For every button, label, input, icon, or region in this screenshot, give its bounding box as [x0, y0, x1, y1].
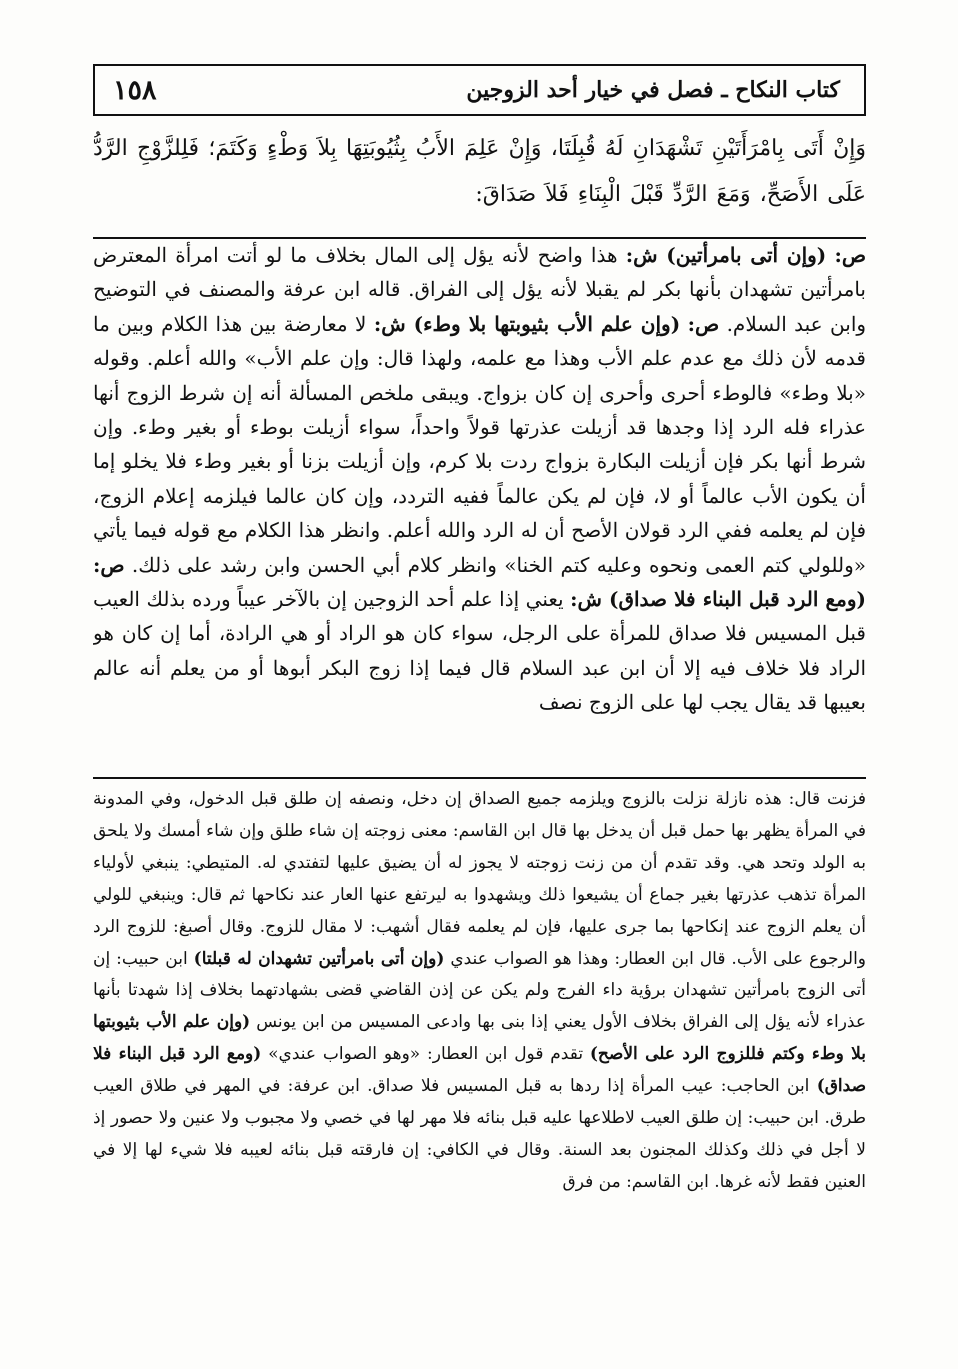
- commentary-label: ص:: [687, 311, 720, 336]
- commentary-text: هذا واضح لأنه يؤل إلى المال بخلاف ما لو أتت امرأة المعترض بامرأتين تشهدان بأنها بكر لم يقبلا لأنه يؤل إلى الفراق. قاله ابن عرفة والمصنف في التوضيح وابن عبد السلام.: [93, 243, 866, 336]
- commentary-quote: (وإن أتى بامرأتين) ش:: [625, 243, 827, 267]
- page-header: [93, 64, 866, 116]
- footnote-text: تقدم قول ابن العطار: «وهو الصواب عندي»: [268, 1044, 584, 1065]
- page-number: ١٥٨: [113, 74, 157, 106]
- commentary-label: ص:: [93, 552, 125, 577]
- commentary-text: يعني إذا علم أحد الزوجين إن بالآخر عيباً ورده بذلك العيب قبل المسيس فلا صداق للمرأة على الرجل، سواء كان هو الراد أو هي الرادة، أما إن كان هو الراد فلا خلاف فيه إلا أن ابن عبد السلام قال فيما إذا زوج البكر أبوها أو من يعلم أنه عالم بعيبها قد يقال يجب لها على الزوج نصف: [93, 587, 866, 715]
- commentary-quote: (ومع الرد قبل البناء فلا صداق) ش:: [570, 587, 866, 612]
- commentary-label: ص:: [834, 243, 866, 267]
- footnote-text: ابن الحاجب: عيب المرأة إذا ردها به قبل المسيس فلا صداق. ابن عرفة: في المهر في طلاق العيب طرق. ابن حبيب: إن طلق العيب لاطلاعها عليه قبل بنائه فلا مهر لها في خصي ولا مجبوب ولا عنين ولا حصور إذ لا أجل في ذلك وكذلك المجنون بعد السنة. وقال في الكافي: إن فارقته قبل بنائه لعيبه فلا شيء لها إلا في العنين فقط لأنه غرها. ابن القاسم: من فرق: [93, 1076, 866, 1192]
- footnote-text: ابن حبيب: إن أتى الزوج بامرأتين تشهدان برؤية داء الفرج ولم يكن عن إذن القاضي قضى بشهادتهما بخلاف إذا شهدتا بأنها عذراء لأنه يؤل إلى الفراق بخلاف الأول يعني إذا بنى بها وادعى المسيس من ابن يونس: [93, 948, 866, 1033]
- footnote-quote: (وإن علم الأب بثيوبتها بلا وطء وكتم فللزوج الرد على الأصح): [93, 1012, 866, 1065]
- commentary-text: لا معارضة بين هذا الكلام وبين ما قدمه لأن ذلك مع عدم علم الأب وهذا مع علمه، ولهذا قال: وإن علم الأب» والله أعلم. وقوله «بلا وطء» فالوطء أحرى وأحرى إن كان بزواج. ويبقى ملخص المسألة أنه إن شرط الزوج أنها عذراء فله الرد إذا وجدها قد أزيلت عذرتها قولاً واحداً، سواء أزيلت بوطء أو بغير وطء. وإن شرط أنها بكر فإن أزيلت البكارة بزواج ردت بلا كرم، وإن أزيلت بزنا أو بغير وطء فلا يخلو إما أن يكون الأب عالماً أو لا، فإن لم يكن عالماً ففيه التردد، وإن كان عالما فيلزمه إعلام الزوج، فإن لم يعلمه ففي الرد قولان الأصح أن له الرد والله أعلم. وانظر هذا الكلام مع قوله فيما يأتي «وللولي كتم العمى ونحوه وعليه كتم الخنا» وانظر كلام أبي الحسن وابن رشد على ذلك.: [93, 311, 866, 577]
- main-text: [93, 126, 866, 234]
- main-text-content: وَإِنْ أَتَى بِامْرَأَتَيْنِ تَشْهَدَانِ لَهُ قُبِلَتَا، وَإِنْ عَلِمَ الأَبُ بِثُيُوبَتِهَا بِلاَ وَطْءٍ وَكَتَمَ؛ فَلِلزَّوْجِ الرَّدُّ عَلَى الأَصَحِّ، وَمَعَ الرَّدِّ قَبْلَ الْبِنَاءِ فَلاَ صَدَاقَ:: [93, 136, 866, 207]
- commentary: [93, 238, 866, 773]
- footnotes: [93, 784, 866, 1324]
- footnote-quote: (وإن أتى بامرأتين تشهدان له قبلتا): [193, 948, 445, 969]
- running-title: كتاب النكاح ـ فصل في خيار أحد الزوجين: [466, 77, 840, 103]
- footnote-text: فزنت قال: هذه نازلة نزلت بالزوج ويلزمه جميع الصداق إن دخل، ونصفه إن طلق قبل الدخول، وفي المدونة في المرأة يظهر بها حمل قبل أن يدخل بها قال ابن القاسم: معنى زوجته إن شاء طلق وإن شاء أمسك ولا يلحق به الولد وتحد هي. وقد تقدم أن من زنت زوجته لا يجوز له أن يضيق عليها لتفتدي له. المتيطي: ينبغي لأولياء المرأة تذهب عذرتها بغير جماع أن يشيعوا ذلك ويشهدوا به ليرتفع عنها العار عند نكاحها ثم قال: وينبغي للولي أن يعلم الزوج عند إنكاحها بما جرى عليها، فإن لم يعلمه فقال أشهب: لا مقال للزوج. وقال أصبغ: للزوج الرد والرجوع على الأب. قال ابن العطار: وهذا هو الصواب عندي: [93, 789, 866, 969]
- commentary-quote: (وإن علم الأب بثيوبتها بلا وطء) ش:: [373, 311, 681, 336]
- divider-footnotes: [93, 777, 866, 779]
- footnote-quote: (ومع الرد قبل البناء فلا صداق): [93, 1044, 866, 1097]
